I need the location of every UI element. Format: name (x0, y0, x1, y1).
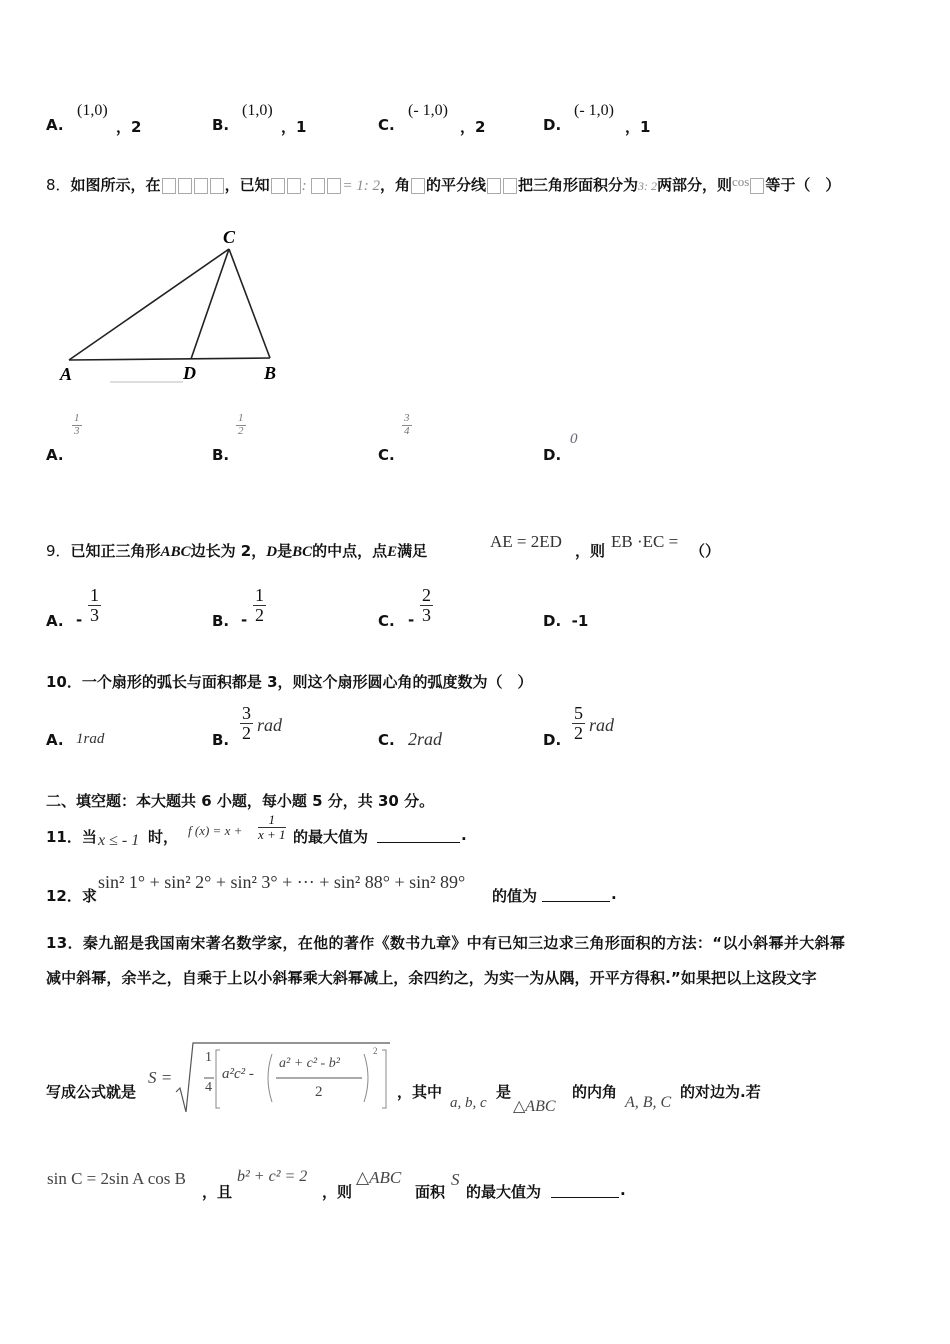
left-paren (268, 1054, 272, 1102)
denominator: 3 (422, 604, 431, 625)
vertex-d-label: D (183, 363, 196, 383)
q10-option-d-fraction (572, 704, 585, 743)
stem-text: 等于（ ） (765, 176, 841, 194)
stem-text: 如图所示，在 (70, 176, 161, 194)
q7-option-a (46, 116, 64, 134)
q7-option-d: D. (543, 116, 562, 134)
q7-option-a-tail: ，2 (116, 118, 142, 136)
denominator: 2 (238, 424, 244, 437)
q10-option-c: C. (378, 731, 395, 749)
point-d: D (266, 544, 278, 560)
numerator: 2 (422, 585, 431, 605)
q11-answer-blank[interactable] (377, 828, 460, 843)
q8-option-b-fraction (236, 413, 246, 437)
numerator: 1 (258, 813, 286, 828)
q13-line-1: 13．秦九韶是我国南宋著名数学家，在他的著作《数书九章》中有已知三边求三角形面积的方法：“以小斜幂并大斜幂 (46, 934, 846, 952)
q10-option-a: A. (46, 731, 64, 749)
q13-and: ，且 (202, 1183, 233, 1201)
missing-glyph (411, 178, 425, 194)
question-number: 9． (46, 542, 71, 560)
option-value: -1 (571, 612, 589, 630)
q9-option-d (543, 612, 588, 630)
q13-then: ，则 (322, 1183, 353, 1201)
side-ac (69, 249, 229, 360)
q13-frac-den: 2 (315, 1084, 323, 1100)
q13-where: ，其中 (397, 1083, 443, 1101)
q11-number: 11．当 (46, 828, 97, 846)
cos-label: cos (732, 174, 750, 189)
denominator: 2 (242, 722, 251, 743)
q9-stem (46, 540, 427, 561)
q13-angles: A, B, C (625, 1094, 672, 1111)
q9-option-a-fraction (88, 586, 101, 625)
q11-condition: x ≤ - 1 (98, 832, 140, 849)
q13-one: 1 (205, 1050, 212, 1065)
question-number: 8． (46, 176, 71, 194)
q8-option-a: A. (46, 446, 64, 464)
stem-text: 满足 (397, 542, 428, 560)
vertex-b-label: B (264, 363, 277, 383)
q10-option-b: B. (212, 731, 230, 749)
missing-glyph (327, 178, 341, 194)
missing-glyph (178, 178, 192, 194)
q10-option-a-value: 1rad (76, 731, 105, 747)
q9-paren: （） (690, 542, 721, 560)
q7-option-b: B. (212, 116, 230, 134)
q13-formula-intro: 写成公式就是 (46, 1083, 137, 1101)
vertex-c-label: C (223, 227, 236, 247)
missing-glyph (194, 178, 208, 194)
right-paren (364, 1054, 368, 1102)
q9-condition: AE = 2ED (490, 532, 562, 551)
side-ab (69, 358, 270, 360)
q9-option-a-sign: - (76, 611, 83, 629)
denominator: x + 1 (258, 826, 286, 842)
q7-option-b-tail: ，1 (281, 118, 307, 136)
q10-option-c-value: 2rad (408, 729, 443, 749)
q9-option-b-sign: - (241, 611, 248, 629)
q8-option-a-fraction (72, 413, 82, 437)
q13-answer-blank[interactable] (551, 1183, 619, 1198)
point-e: E (387, 544, 398, 560)
missing-glyph (287, 178, 301, 194)
q8-option-d: D. (543, 446, 562, 464)
q12-value: 的值为 (492, 887, 538, 905)
q13-s: S (451, 1170, 460, 1189)
denominator: 3 (74, 424, 80, 437)
q8-option-c: C. (378, 446, 395, 464)
stem-text: 是 (277, 542, 293, 560)
stem-text: 两部分，则 (657, 176, 733, 194)
q9-option-a: A. (46, 612, 64, 630)
numerator: 5 (574, 703, 583, 723)
q7-option-d-tail: ，1 (625, 118, 651, 136)
bisector-cd (191, 249, 229, 359)
segment-bc: BC (292, 544, 313, 560)
q7-option-a-math: (1,0) (77, 102, 108, 119)
numerator: 3 (242, 703, 251, 723)
triangle-figure (55, 222, 295, 392)
denominator: 3 (90, 604, 99, 625)
section-heading: 二、填空题：本大题共 6 小题，每小题 5 分，共 30 分。 (46, 792, 435, 810)
stem-text: 把三角形面积分为 (517, 176, 638, 194)
side-cb (229, 249, 270, 358)
q9-option-b: B. (212, 612, 230, 630)
q9-option-c-fraction (420, 586, 433, 625)
q13-line-2: 减中斜幂，余半之，自乘于上以小斜幂乘大斜幂减上，余四约之，为实一为从隅，开平方得积.”如果把以上这段文字 (46, 969, 817, 987)
q10-option-d-unit: rad (589, 715, 615, 735)
q13-a2c2: a²c² - (222, 1066, 254, 1082)
missing-glyph (503, 178, 517, 194)
q10-option-d: D. (543, 731, 562, 749)
stem-text: ，角 (379, 176, 410, 194)
q13-formula-s: S = (148, 1068, 173, 1087)
q11-when: 时， (148, 828, 179, 846)
vertex-a-label: A (60, 364, 73, 384)
missing-glyph (210, 178, 224, 194)
q13-end: . (620, 1181, 626, 1199)
numerator: 3 (404, 412, 410, 424)
q8-option-d-value: 0 (570, 431, 578, 447)
q11-end: . (461, 826, 467, 844)
q13-triangle: △ABC (513, 1098, 556, 1115)
q12-answer-blank[interactable] (542, 887, 610, 902)
denominator: 2 (255, 604, 264, 625)
triangle-name: ABC (160, 544, 191, 560)
q10-option-b-fraction (240, 704, 253, 743)
q8-option-b: B. (212, 446, 230, 464)
q7-option-d-math: (- 1,0) (574, 102, 614, 119)
denominator: 4 (404, 424, 410, 437)
q12-end: . (611, 885, 617, 903)
right-bracket (382, 1050, 386, 1108)
q10-stem: 10．一个扇形的弧长与面积都是 3，则这个扇形圆心角的弧度数为（ ） (46, 673, 533, 691)
stem-text: 已知正三角形 (70, 542, 161, 560)
numerator: 1 (238, 412, 244, 424)
q11-max: 的最大值为 (293, 828, 369, 846)
q13-frac-num: a² + c² - b² (279, 1056, 340, 1071)
q13-sides: a, b, c (450, 1095, 487, 1111)
stem-text: 的平分线 (425, 176, 486, 194)
q9-option-b-fraction (253, 586, 266, 625)
missing-glyph (271, 178, 285, 194)
q9-option-c-sign: - (408, 611, 415, 629)
q12-expression: sin² 1° + sin² 2° + sin² 3° + ··· + sin² 88° + sin² 89° (98, 872, 466, 892)
q13-opposite: 的对边为.若 (680, 1083, 761, 1101)
q7-option-c-math: (- 1,0) (408, 102, 448, 119)
q11-fraction (258, 813, 286, 841)
numerator: 1 (90, 585, 99, 605)
q9-dot-product: EB ·EC = (611, 532, 679, 551)
missing-glyph (487, 178, 501, 194)
q7-option-c-tail: ，2 (460, 118, 486, 136)
q9-then: ，则 (575, 542, 606, 560)
q10-option-b-unit: rad (257, 715, 283, 735)
q8-option-c-fraction (402, 413, 412, 437)
q13-triangle-2: △ABC (356, 1168, 402, 1187)
missing-glyph (750, 178, 764, 194)
q13-four: 4 (205, 1080, 212, 1095)
q11-function: f (x) = x + (188, 823, 243, 838)
q13-is: 是 (496, 1083, 512, 1101)
q7-option-b-math: (1,0) (242, 102, 273, 119)
q9-option-c: C. (378, 612, 395, 630)
numerator: 1 (74, 412, 80, 424)
missing-glyph (162, 178, 176, 194)
stem-text: 边长为 2， (190, 542, 267, 560)
q8-stem (46, 174, 840, 195)
q7-option-c: C. (378, 116, 395, 134)
ratio-colon: : (301, 178, 311, 194)
numerator: 1 (255, 585, 264, 605)
split-ratio: 3: 2 (638, 179, 657, 193)
q12-number: 12．求 (46, 887, 97, 905)
stem-text: ，已知 (224, 176, 270, 194)
ratio-value: = 1: 2 (342, 178, 380, 194)
q13-square: 2 (373, 1046, 378, 1056)
q13-max: 的最大值为 (466, 1183, 542, 1201)
denominator: 2 (574, 722, 583, 743)
condition-text: sin C = 2sin A cos B (47, 1169, 187, 1188)
missing-glyph (311, 178, 325, 194)
option-label: D. (543, 612, 562, 630)
q13-area: 面积 (415, 1183, 446, 1201)
left-bracket (216, 1050, 220, 1108)
q13-condition-2: b² + c² = 2 (237, 1168, 308, 1185)
option-label: A. (46, 116, 64, 134)
q13-condition-1 (47, 1169, 186, 1189)
q13-angles-label: 的内角 (572, 1083, 618, 1101)
stem-text: 的中点，点 (312, 542, 388, 560)
